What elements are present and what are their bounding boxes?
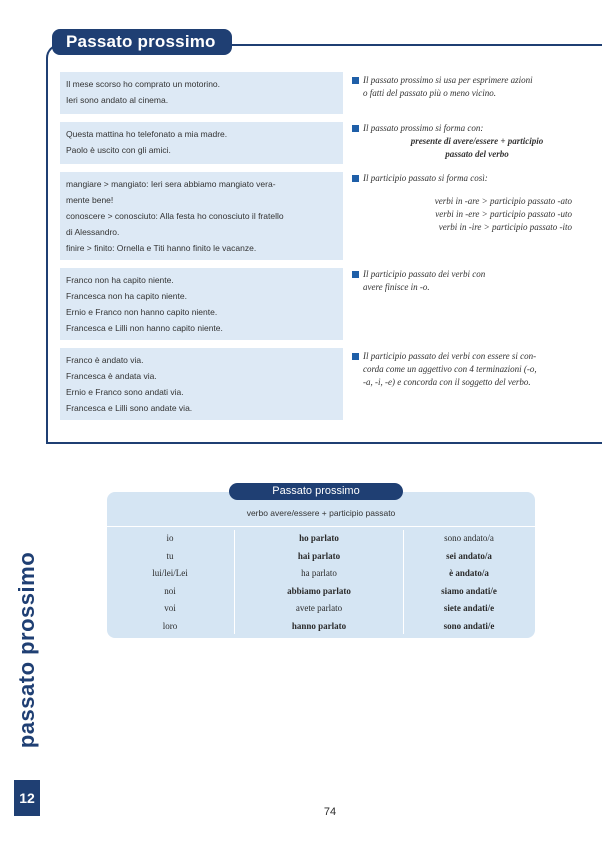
- example-line: finire > finito: Ornella e Titi hanno finito le vacanze.: [66, 243, 257, 253]
- rule-line: corda come un aggettivo con 4 terminazioni (-o,: [363, 364, 537, 374]
- example-line: Paolo è uscito con gli amici.: [66, 145, 171, 155]
- avere-column: [234, 530, 404, 634]
- example-box-2: [60, 122, 343, 164]
- page-number: 74: [323, 806, 337, 818]
- example-line: mangiare > mangiato: Ieri sera abbiamo mangiato vera-: [66, 179, 276, 189]
- rule-4: [352, 268, 602, 294]
- rule-line: avere finisce in -o.: [363, 282, 430, 292]
- essere-column: [403, 530, 535, 634]
- table-cell: ha parlato: [301, 568, 337, 579]
- table-cell: loro: [162, 620, 178, 631]
- chapter-side-title: passato prossimo: [14, 551, 39, 749]
- rule-2: [352, 122, 602, 161]
- example-line: Ieri sono andato al cinema.: [66, 95, 169, 105]
- example-line: Franco è andato via.: [66, 355, 144, 365]
- rule-line: Il participio passato si forma così:: [363, 173, 488, 183]
- example-line: Franco non ha capito niente.: [66, 275, 174, 285]
- example-box-5: [60, 348, 343, 420]
- rule-line: -a, -i, -e) e concorda con il soggetto del verbo.: [363, 377, 531, 387]
- example-line: Francesca e Lilli sono andate via.: [66, 403, 193, 413]
- chapter-number: 12: [14, 780, 40, 816]
- table-cell: ho parlato: [299, 533, 339, 543]
- example-box-3: [60, 172, 343, 260]
- table-subtitle: verbo avere/essere + participio passato: [246, 508, 396, 518]
- table-cell: lui/lei/Lei: [152, 568, 188, 579]
- rule-line: presente di avere/essere + participio: [410, 136, 544, 146]
- example-line: Francesca è andata via.: [66, 371, 157, 381]
- example-line: mente bene!: [66, 195, 114, 205]
- bullet-square-icon: [352, 175, 359, 182]
- example-line: Ernio e Franco non hanno capito niente.: [66, 307, 218, 317]
- bullet-square-icon: [352, 125, 359, 132]
- example-line: Questa mattina ho telefonato a mia madre.: [66, 129, 228, 139]
- example-line: Il mese scorso ho comprato un motorino.: [66, 79, 221, 89]
- rule-line: o fatti del passato più o meno vicino.: [363, 88, 496, 98]
- rule-1: [352, 74, 602, 100]
- table-cell: hai parlato: [297, 550, 341, 561]
- rule-line: passato del verbo: [445, 149, 509, 159]
- example-line: Francesca e Lilli non hanno capito niente.: [66, 323, 223, 333]
- table-cell: voi: [164, 603, 176, 614]
- rule-line: Il passato prossimo si usa per esprimere azioni: [363, 75, 533, 85]
- bullet-square-icon: [352, 353, 359, 360]
- example-line: Ernio e Franco sono andati via.: [66, 387, 184, 397]
- table-cell: sono andato/a: [444, 533, 494, 543]
- example-box-4: [60, 268, 343, 340]
- table-cell: tu: [166, 550, 174, 561]
- table-cell: sei andato/a: [446, 550, 492, 561]
- table-cell: avete parlato: [295, 603, 343, 614]
- table-cell: siete andati/e: [443, 603, 495, 614]
- rule-line: verbi in -ere > participio passato -uto: [435, 209, 572, 219]
- example-line: di Alessandro.: [66, 227, 120, 237]
- table-cell: abbiamo parlato: [287, 585, 351, 596]
- table-cell: io: [166, 533, 174, 543]
- rule-line: verbi in -ire > participio passato -ito: [438, 222, 572, 232]
- bullet-square-icon: [352, 77, 359, 84]
- table-cell: è andato/a: [449, 568, 489, 579]
- section-title: Passato prossimo: [52, 29, 232, 55]
- rule-line: Il participio passato dei verbi con essere si con-: [363, 351, 537, 361]
- table-cell: hanno parlato: [291, 620, 347, 631]
- pronoun-column: [107, 530, 233, 634]
- rule-5: [352, 350, 602, 389]
- rule-line: verbi in -are > participio passato -ato: [434, 196, 572, 206]
- example-line: conoscere > conosciuto: Alla festa ho conosciuto il fratello: [66, 211, 284, 221]
- table-cell: noi: [164, 585, 176, 596]
- table-divider: [107, 526, 535, 527]
- table-title: Passato prossimo: [229, 483, 403, 500]
- rule-3: [352, 172, 602, 234]
- example-box-1: [60, 72, 343, 114]
- rule-line: Il participio passato dei verbi con: [363, 269, 486, 279]
- example-line: Francesca non ha capito niente.: [66, 291, 187, 301]
- bullet-square-icon: [352, 271, 359, 278]
- table-cell: siamo andati/e: [441, 585, 497, 596]
- rule-line: Il passato prossimo si forma con:: [363, 123, 484, 133]
- table-cell: sono andati/e: [443, 620, 495, 631]
